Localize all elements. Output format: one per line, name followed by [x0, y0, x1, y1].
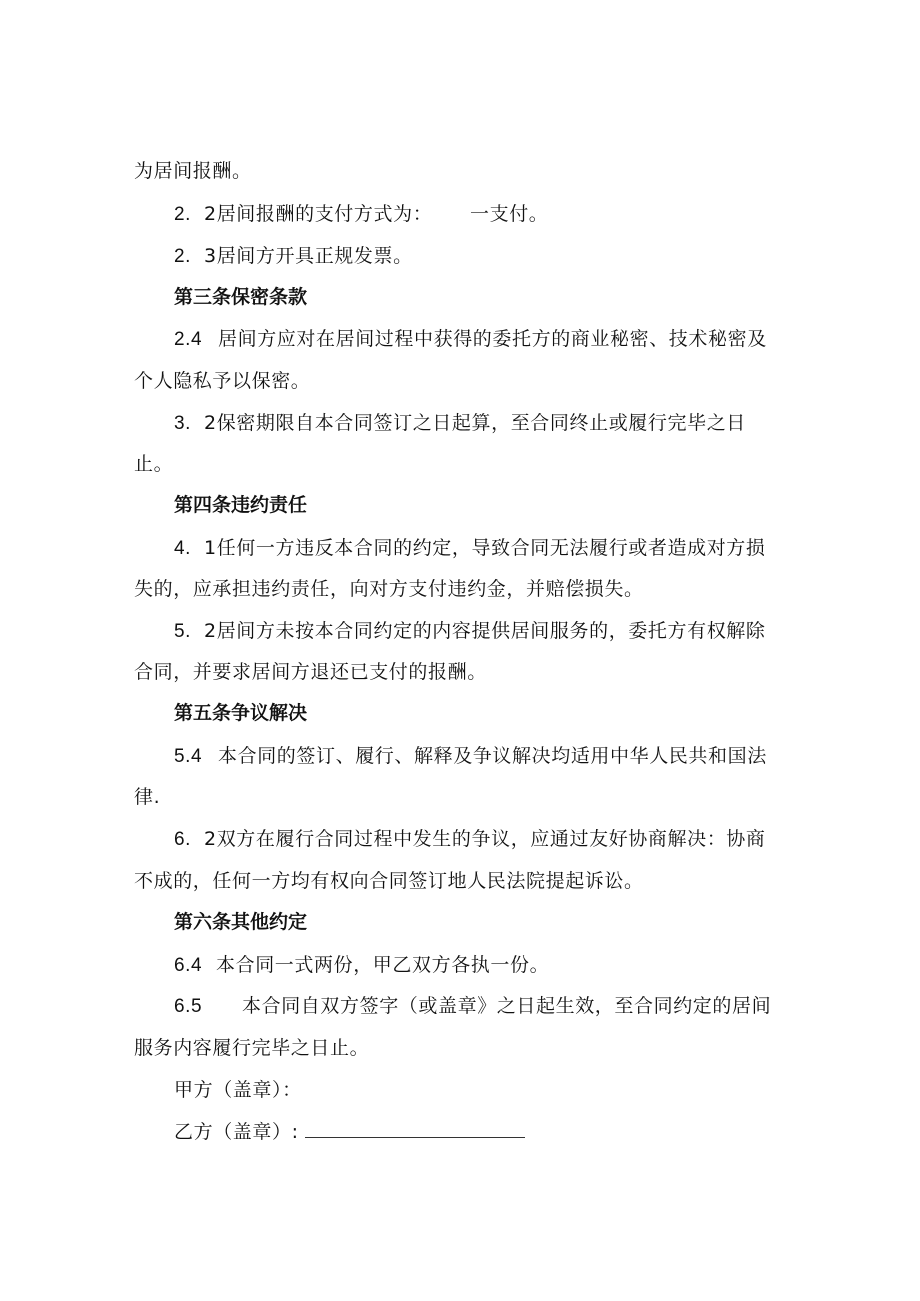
- signature-blank-line: [305, 1119, 525, 1138]
- heading-text: 第五条争议解决: [174, 703, 308, 724]
- clause-number: 5.4: [174, 746, 203, 767]
- line-text: 止。: [134, 453, 174, 475]
- paragraph-line: [174, 952, 549, 979]
- paragraph-line: [134, 659, 487, 685]
- line-text: 1任何一方违反本合同的约定，导致合同无法履行或者造成对方损: [204, 537, 766, 559]
- line-text: 合同，并要求居间方退还已支付的报酬。: [134, 661, 487, 683]
- line-text: 2保密期限自本合同签订之日起算，至合同终止或履行完毕之日: [204, 412, 746, 434]
- line-text: 个人隐私予以保密。: [134, 370, 311, 392]
- paragraph-line: [470, 201, 548, 227]
- paragraph-line: [174, 743, 767, 770]
- signature-party-a: [174, 1077, 302, 1103]
- paragraph-line: [174, 618, 766, 645]
- paragraph-line: [134, 451, 173, 477]
- clause-number: 6.: [174, 829, 192, 850]
- paragraph-line: [174, 826, 766, 853]
- line-text: 2居间方未按本合同约定的内容提供居间服务的，委托方有权解除: [204, 620, 766, 642]
- line-text: 居间方应对在居间过程中获得的委托方的商业秘密、技术秘密及: [218, 328, 767, 350]
- paragraph-line: [174, 535, 766, 562]
- line-text: 本合同自双方签字（或盖章》之日起生效，至合同约定的居间: [242, 995, 772, 1017]
- paragraph-line: [134, 1035, 369, 1061]
- signature-label-b: 乙方（盖章）:: [174, 1121, 299, 1143]
- section-heading: [174, 910, 307, 936]
- clause-number: 6.4: [174, 955, 203, 976]
- line-text: 本合同的签订、履行、解释及争议解决均适用中华人民共和国法: [218, 745, 767, 767]
- heading-text: 第三条保密条款: [174, 287, 308, 308]
- paragraph-line: [134, 368, 310, 394]
- clause-number: 4.: [174, 538, 192, 559]
- line-text: 一支付。: [470, 203, 549, 225]
- paragraph-line: [134, 868, 644, 894]
- clause-number: 2.: [174, 204, 192, 225]
- line-text: 失的，应承担违约责任，向对方支付违约金，并赔偿损失。: [134, 578, 644, 600]
- line-text: 2居间报酬的支付方式为：: [204, 203, 433, 225]
- heading-text: 第六条其他约定: [174, 912, 308, 933]
- section-heading: [174, 493, 307, 519]
- clause-number: 2.4: [174, 329, 203, 350]
- clause-number: 2.: [174, 246, 192, 267]
- clause-number: 6.5: [174, 996, 203, 1017]
- line-text: 为居间报酬。: [134, 160, 252, 182]
- signature-label-a: 甲方（盖章）：: [174, 1079, 302, 1101]
- paragraph-line: [174, 410, 746, 437]
- line-text: 律.: [134, 786, 161, 808]
- section-heading: [174, 285, 307, 311]
- heading-text: 第四条违约责任: [174, 495, 308, 516]
- paragraph-line: [174, 993, 771, 1020]
- section-heading: [174, 701, 307, 727]
- paragraph-line: [134, 158, 252, 184]
- line-text: 不成的，任何一方均有权向合同签订地人民法院提起诉讼。: [134, 870, 644, 892]
- line-text: 3居间方开具正规发票。: [204, 245, 413, 267]
- line-text: 本合同一式两份，甲乙双方各执一份。: [216, 954, 550, 976]
- line-text: 服务内容履行完毕之日止。: [134, 1037, 370, 1059]
- paragraph-line: [134, 576, 644, 602]
- clause-number: 3.: [174, 413, 192, 434]
- line-text: 2双方在履行合同过程中发生的争议，应通过友好协商解决：协商: [204, 828, 766, 850]
- paragraph-line: [134, 784, 160, 810]
- paragraph-line: [174, 201, 432, 228]
- paragraph-line: [174, 243, 413, 270]
- clause-number: 5.: [174, 621, 192, 642]
- paragraph-line: [174, 326, 767, 353]
- signature-party-b: [174, 1119, 525, 1145]
